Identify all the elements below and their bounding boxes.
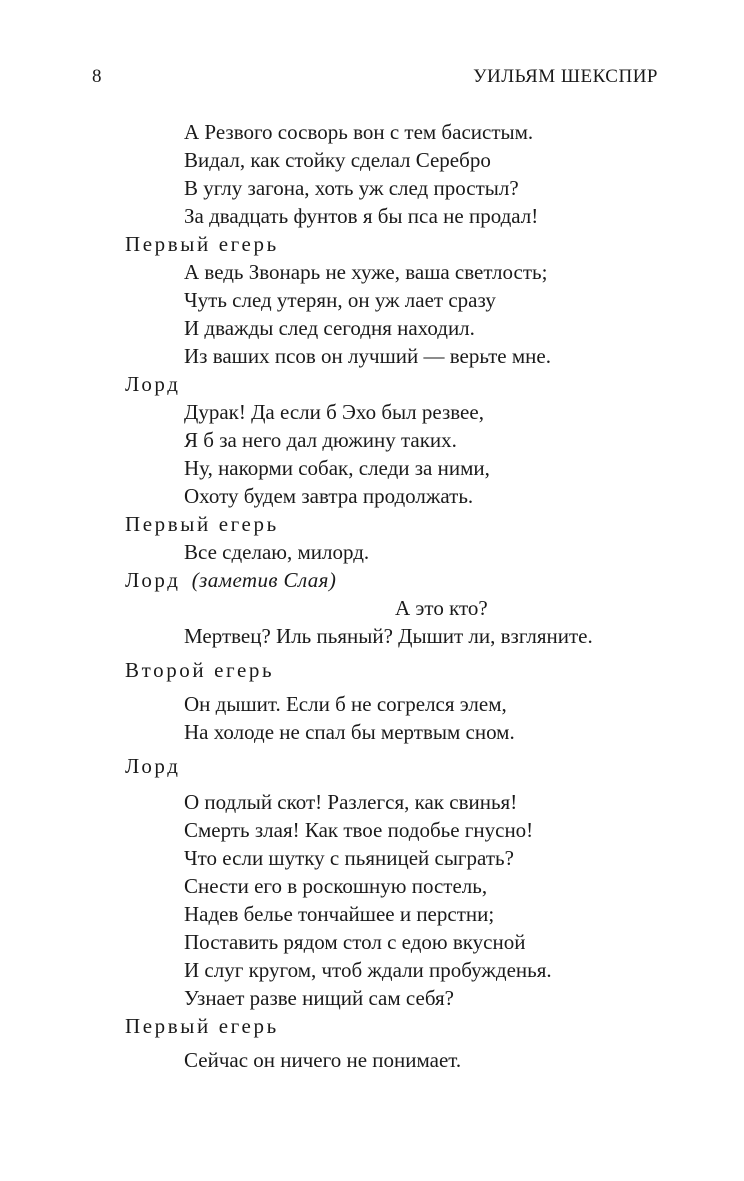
verse-line: Смерть злая! Как твое подобье гнусно! [184,818,534,842]
verse-line: Видал, как стойку сделал Серебро [184,148,491,172]
speaker-name: Второй егерь [125,658,275,682]
verse-half-line: А это кто? [395,596,488,620]
verse-line: Чуть след утерян, он уж лает сразу [184,288,496,312]
stage-direction: (заметив Слая) [191,568,337,592]
verse-line: Узнает разве нищий сам себя? [184,986,454,1010]
verse-line: Ну, накорми собак, следи за ними, [184,456,490,480]
verse-line: На холоде не спал бы мертвым сном. [184,720,515,744]
verse-line: Снести его в роскошную постель, [184,874,488,898]
page-header [92,66,658,92]
running-head-author: УИЛЬЯМ ШЕКСПИР [473,66,658,87]
page-number: 8 [92,66,102,87]
verse-line: А ведь Звонарь не хуже, ваша светлость; [184,260,548,284]
speaker-name: Первый егерь [125,232,279,256]
verse-line: А Резвого сосворь вон с тем басистым. [184,120,534,144]
verse-line: Из ваших псов он лучший — верьте мне. [184,344,551,368]
verse-line: Что если шутку с пьяницей сыграть? [184,846,514,870]
speaker-name: Лорд [125,372,181,396]
speaker-line [125,566,665,594]
spacer [125,780,665,788]
verse-line: За двадцать фунтов я бы пса не продал! [184,204,539,228]
verse-line: Сейчас он ничего не понимает. [184,1048,462,1072]
verse-line: Надев белье тончайшее и перстни; [184,902,495,926]
speaker-name: Первый егерь [125,512,279,536]
verse-line: Он дышит. Если б не согрелся элем, [184,692,507,716]
play-text [125,118,665,1074]
verse-line: И дважды след сегодня находил. [184,316,475,340]
speaker-name: Лорд [125,568,181,592]
verse-line: Мертвец? Иль пьяный? Дышит ли, взгляните. [184,624,593,648]
verse-line: Все сделаю, милорд. [184,540,370,564]
speaker-name: Первый егерь [125,1014,279,1038]
verse-line: И слуг кругом, чтоб ждали пробужденья. [184,958,552,982]
verse-line: О подлый скот! Разлегся, как свинья! [184,790,518,814]
verse-line: Я б за него дал дюжину таких. [184,428,457,452]
speaker-name: Лорд [125,754,181,778]
verse-line: Поставить рядом стол с едою вкусной [184,930,526,954]
verse-line: В углу загона, хоть уж след простыл? [184,176,519,200]
verse-line: Дурак! Да если б Эхо был резвее, [184,400,484,424]
verse-line: Охоту будем завтра продолжать. [184,484,474,508]
